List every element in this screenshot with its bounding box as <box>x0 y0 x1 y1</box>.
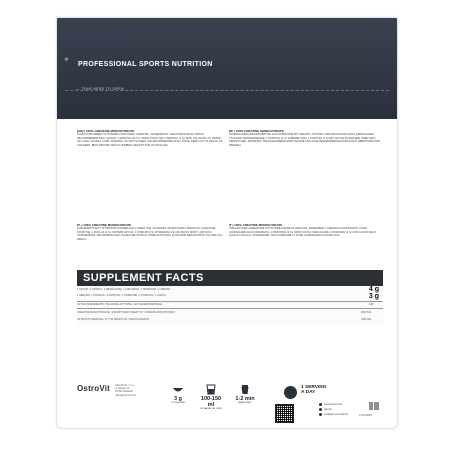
facts-row-creatine-value: 3000 MG <box>361 311 372 314</box>
facts-row-creatine: CREATINE MONOHYDRATE / MONOHYDRAT KREATYNY / KREATIN-MONOHYDRAT <box>77 311 175 314</box>
facts-row-of-which-value: 2640 MG <box>361 318 372 321</box>
address-line: office@ostrovit.com <box>115 393 136 397</box>
usage-powder-value: 3 g <box>174 396 182 402</box>
product-pouch <box>56 17 398 429</box>
bottom-info-strip <box>77 384 383 424</box>
text-column-de <box>229 130 383 224</box>
company-address <box>115 384 136 397</box>
supplement-facts-title: SUPPLEMENT FACTS <box>83 272 204 284</box>
usage-shake-value: 1-2 min <box>235 396 255 402</box>
facebook-icon <box>319 408 322 411</box>
text-column-pl <box>77 224 225 268</box>
contact-website-text: www.ostrovit.com <box>324 403 343 406</box>
serving-value-scoop: 4 g <box>368 286 379 293</box>
serving-line-2: A DAY <box>301 390 316 396</box>
text-column-it <box>229 224 383 268</box>
globe-icon <box>319 403 322 406</box>
glass-icon <box>206 384 216 395</box>
qr-code <box>275 404 294 423</box>
facts-col-value: 3 G <box>369 303 374 306</box>
serving-values <box>369 286 379 300</box>
serving-line-1: 1 SERVING <box>301 385 327 390</box>
usage-water-label: OF WATER OR JUICE <box>199 408 223 410</box>
contact-instagram <box>319 412 348 417</box>
usage-powder-label: OF POWDER <box>171 402 185 404</box>
shaker-icon <box>240 384 250 395</box>
lower-text-filler <box>77 330 383 372</box>
section-title-de: DE | 100% CREATINE MONOHYDRATE <box>229 130 284 133</box>
pouch-header-band <box>57 18 397 119</box>
address-line: 15-360 Sankowo <box>115 390 133 394</box>
facts-row-scoop: 1 SCOOP / 1 MIARKA / 1 MESSLÖFFEL / 1 MISURINO / 1 MERKINNÄ / 1 MEDIDA <box>77 288 171 291</box>
usage-water-value: 100-150 ml <box>200 396 222 408</box>
section-body-gb: FOOD SUPPLEMENT IN POWDER CONTAINING CREATINE. INGREDIENTS: CREATINE MONOHYDRATE. RECOMMENDED DAILY INTAKE: 1 SERVING OF 3 G. DIRECTIONS: MIX 1 SERVING (3 G) WITH 100-150 ML OF WATER OR JUICE. SHAKE 1-2 MIN. WARNING: DO NOT EXCEED THE RECOMMENDED DAILY DOSE. KEEP OUT OF REACH OF CHILDREN. BEST BEFORE: BATCH NUMBER: SEE BOTTOM OF PACKAGE. <box>77 133 223 147</box>
scoop-icon <box>172 385 184 395</box>
usage-shake-label: SHAKE WELL <box>238 402 252 404</box>
serving-badge-icon <box>284 386 297 399</box>
contact-links <box>319 402 348 417</box>
facts-divider <box>77 301 383 302</box>
facts-row-serving: 1 SERVING / 1 PORCJA / 1 PORTION / 1 PORZIONE / 1 PORCIÓN / 1 ANNOS <box>77 294 166 297</box>
section-title-pl: PL | 100% CREATINE MONOHYDRATE <box>77 224 132 227</box>
section-title-gb: (GB) | 100% CREATINE MONOHYDRATE <box>77 130 135 133</box>
address-line: ul. Sitowie 14 <box>115 387 130 391</box>
instagram-icon <box>319 413 322 416</box>
usage-water <box>197 396 225 410</box>
facts-col-header: ACTIVE INGREDIENTS / SKŁADNIKI AKTYWNE / AKTIVE BESTANDTEILE <box>77 303 162 306</box>
facts-row-of-which: OF WHICH CREATINE / W TYM KREATYNA / DAVON KREATIN <box>77 318 150 321</box>
facts-divider <box>77 308 383 309</box>
serving-value-serving: 3 g <box>368 293 379 300</box>
contact-instagram-text: instagram.com/ostrovit <box>324 413 349 416</box>
section-body-pl: SUPLEMENT DIETY W PROSZKU ZAWIERAJĄCY KREATYNĘ. SKŁADNIKI: MONOHYDRAT KREATYNY. ZALECANE SPOŻYCIE: 1 PORCJA (3 G). SPOSÓB UŻYCIA: 1 PORCJĘ (3 G) WYMIESZAĆ ZE 100-150 ML WODY LUB SOKU. OSTRZEŻENIA: NIE PRZEKRACZAĆ ZALECANEJ PORCJI. PRZECHOWYWAĆ W SPOSÓB NIEDOSTĘPNY DLA MAŁYCH DZIECI. <box>77 227 223 241</box>
usage-powder <box>164 396 192 404</box>
section-body-de: NAHRUNGSERGÄNZUNGSMITTEL IN PULVERFORM MIT KREATIN. ZUTATEN: KREATIN-MONOHYDRAT. EMPFOHLENE TÄGLICHE VERZEHRMENGE: 1 PORTION (3 G). ZUBEREITUNG: 1 PORTION (3 G) MIT 100-150 ML WASSER ODER SAFT VERMISCHEN. WARNUNG: DIE ANGEGEBENE EMPFOHLENE TÄGLICHE VERZEHRMENGE DARF NICHT ÜBERSCHRITTEN WERDEN. <box>229 133 380 147</box>
section-title-it: IT | 100% CREATINE MONOHYDRATE <box>229 224 283 227</box>
contact-facebook-text: ostrovit <box>324 408 332 411</box>
barcode <box>369 402 379 410</box>
tear-notch-icon: ✶ <box>63 55 70 64</box>
ostrovit-logo: OstroVit <box>77 384 111 393</box>
text-column-gb <box>77 130 225 224</box>
serving-per-day <box>301 385 327 396</box>
brand-line: PROFESSIONAL SPORTS NUTRITION <box>78 61 213 68</box>
address-line: OstroVit Sp. z o.o. <box>115 384 135 387</box>
tear-here-label: — TEAR HERE TO OPEN <box>76 87 124 91</box>
supplement-facts-header <box>77 270 383 286</box>
section-body-it: INTEGRATORE ALIMENTARE IN POLVERE A BASE DI CREATINA. INGREDIENTI: CREATINA MONOIDRATO. DOSE GIORNALIERA RACCOMANDATA: 1 PORZIONE (3 G). MODO D'USO: MESCOLARE 1 PORZIONE (3 G) CON 100-150 ML DI ACQUA O SUCCO. AVVERTENZE: NON SUPERARE LA DOSE GIORNALIERA CONSIGLIATA. <box>229 227 377 238</box>
usage-shake <box>231 396 259 404</box>
product-code: 1701008801 <box>359 414 373 417</box>
supplement-facts-panel <box>77 270 383 326</box>
